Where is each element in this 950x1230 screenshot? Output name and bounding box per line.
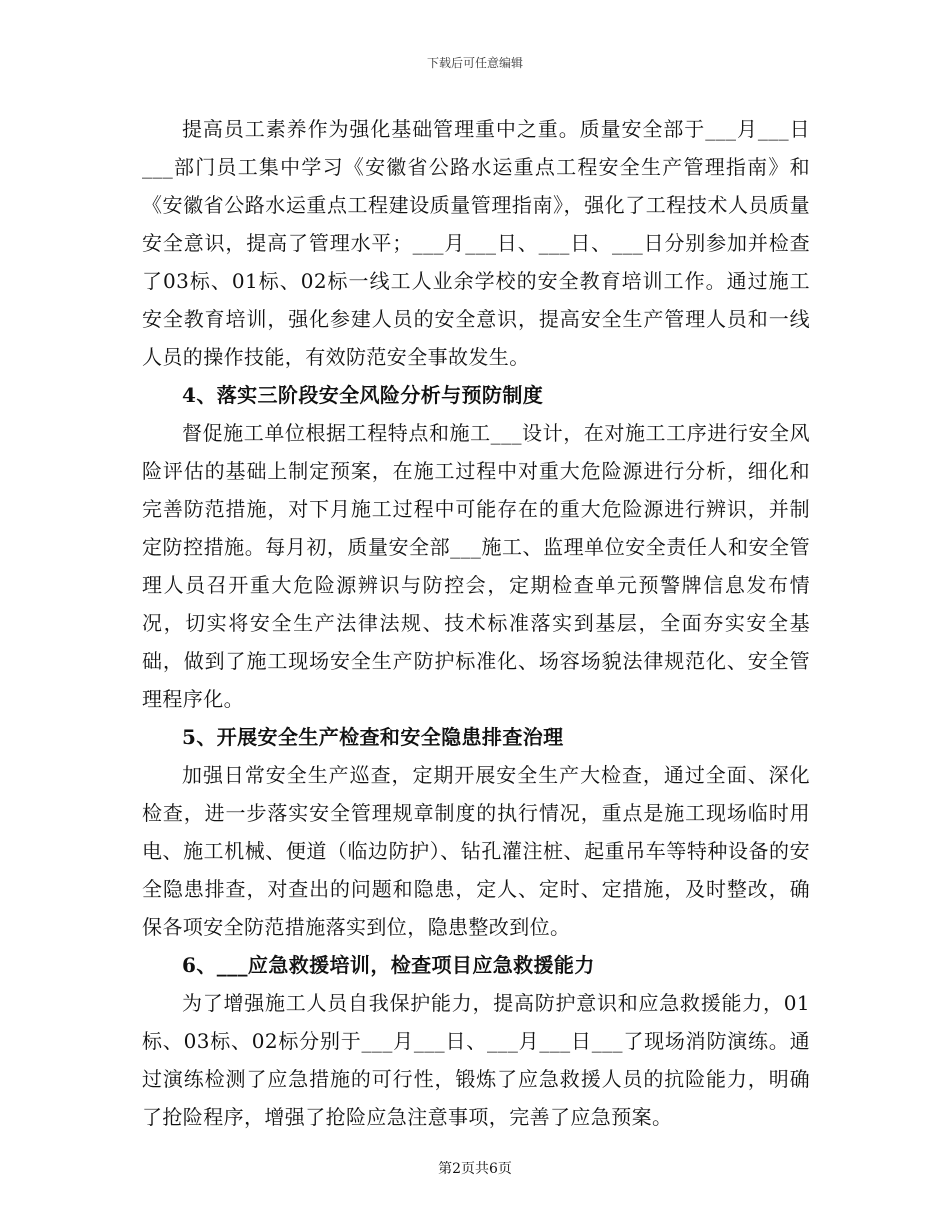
- document-body: [142, 110, 810, 1136]
- heading-risk-analysis: 4、落实三阶段安全风险分析与预防制度: [182, 383, 544, 407]
- heading-safety-inspection: 5、开展安全生产检查和安全隐患排查治理: [182, 725, 564, 749]
- paragraph-safety-inspection: 加强日常安全生产巡查，定期开展安全生产大检查，通过全面、深化检查，进一步落实安全管理规章制度的执行情况，重点是施工现场临时用电、施工机械、便道（临边防护）、钻孔灌注桩、起重吊车等特种设备的安全隐患排查，对查出的问题和隐患，定人、定时、定措施，及时整改，确保各项安全防范措施落实到位，隐患整改到位。: [142, 763, 810, 939]
- paragraph-risk-analysis: 督促施工单位根据工程特点和施工___设计，在对施工工序进行安全风险评估的基础上制定预案，在施工过程中对重大危险源进行分析，细化和完善防范措施，对下月施工过程中可能存在的重大危险源进行辨识，并制定防控措施。每月初，质量安全部___施工、监理单位安全责任人和安全管理人员召开重大危险源辨识与防控会，定期检查单元预警牌信息发布情况，切实将安全生产法律法规、技术标准落实到基层，全面夯实安全基础，做到了施工现场安全生产防护标准化、场容场貌法律规范化、安全管理程序化。: [142, 421, 810, 711]
- page-header: 下载后可任意编辑: [426, 56, 523, 70]
- paragraph-staff-training: 提高员工素养作为强化基础管理重中之重。质量安全部于___月___日___部门员工集中学习《安徽省公路水运重点工程安全生产管理指南》和《安徽省公路水运重点工程建设质量管理指南》，强化了工程技术人员质量安全意识，提高了管理水平；___月___日、___日、___日分别参加并检查了03标、01标、02标一线工人业余学校的安全教育培训工作。通过施工安全教育培训，强化参建人员的安全意识，提高安全生产管理人员和一线人员的操作技能，有效防范安全事故发生。: [142, 117, 810, 369]
- heading-emergency-training: 6、___应急救援培训，检查项目应急救援能力: [182, 953, 595, 977]
- page-footer: 第2页共6页: [438, 1161, 512, 1177]
- paragraph-emergency-training: 为了增强施工人员自我保护能力，提高防护意识和应急救援能力，01标、03标、02标分别于___月___日、___月___日___了现场消防演练。通过演练检测了应急措施的可行性，锻炼了应急救援人员的抗险能力，明确了抢险程序，增强了抢险应急注意事项，完善了应急预案。: [142, 991, 810, 1129]
